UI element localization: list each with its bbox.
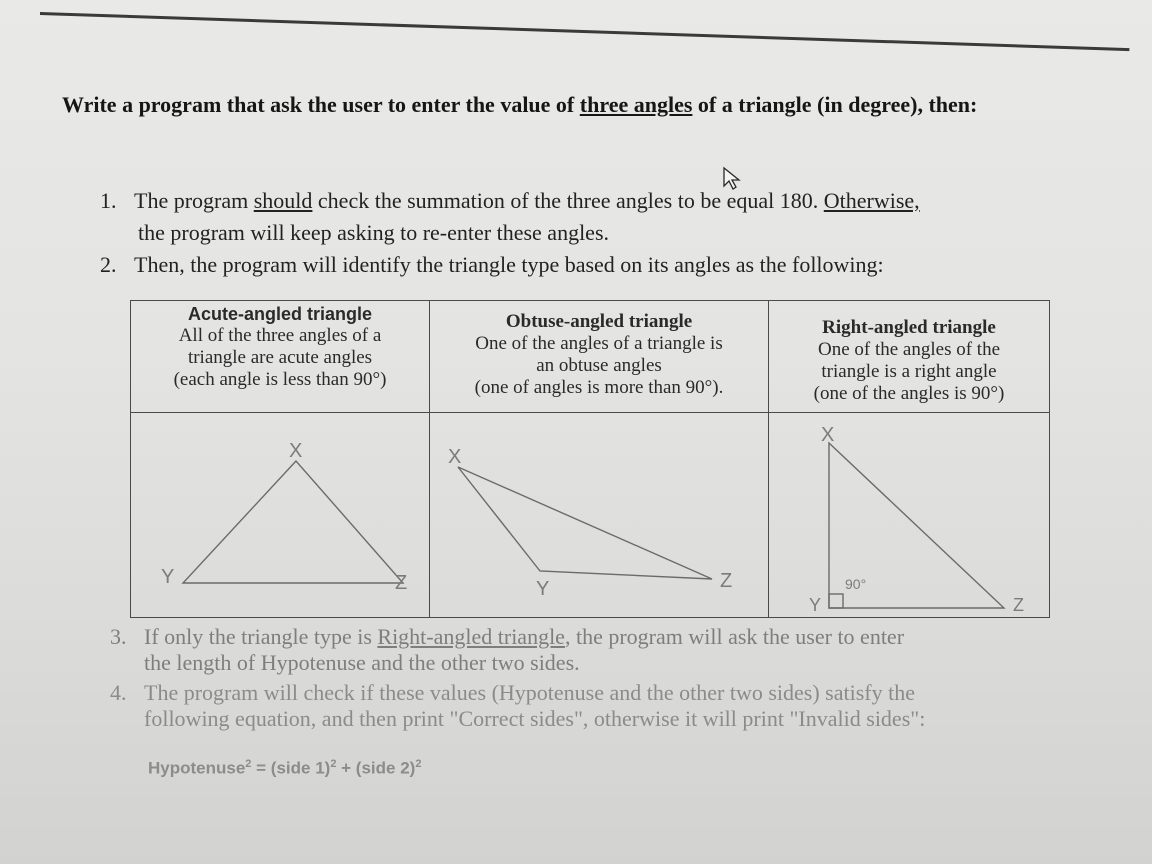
exponent: 2 xyxy=(245,758,252,770)
table-header-row xyxy=(131,301,1050,413)
item-text: The program will check if these values (Hypotenuse and the other two sides) satisfy the xyxy=(144,680,915,705)
acute-figure-cell xyxy=(131,413,430,618)
assignment-heading xyxy=(62,90,1002,120)
item-text: check the summation of the three angles to be equal 180. xyxy=(312,188,824,213)
heading-text: Write a program that ask the user to enter the value of xyxy=(62,92,580,117)
obtuse-header-cell xyxy=(430,301,769,413)
list-item-4 xyxy=(110,680,915,706)
equation-side2: + (side 2) xyxy=(336,758,416,778)
vertex-label-y: Y xyxy=(809,595,822,615)
heading-text-end: of a triangle (in degree), then: xyxy=(692,92,978,117)
right-triangle-diagram xyxy=(769,413,1059,618)
vertex-label-z: Z xyxy=(720,570,733,592)
obtuse-figure-cell xyxy=(430,413,769,618)
top-rule xyxy=(40,12,1130,51)
right-angle-marker xyxy=(829,594,843,608)
acute-triangle-diagram xyxy=(131,413,421,618)
heading-underlined: three angles xyxy=(579,92,693,117)
acute-header-cell xyxy=(131,301,430,413)
acute-line-1: All of the three angles of a xyxy=(178,325,382,346)
list-item-1-line2: the program will keep asking to re-enter these angles. xyxy=(138,220,610,245)
pythagoras-equation xyxy=(148,758,421,779)
item-number: 1. xyxy=(100,188,117,213)
exponent: 2 xyxy=(330,758,337,770)
list-item-3-line2: the length of Hypotenuse and the other two sides. xyxy=(144,650,580,675)
item-underlined: Right-angled triangle xyxy=(377,624,565,649)
vertex-label-x: X xyxy=(448,446,462,468)
acute-line-2: triangle are acute angles xyxy=(187,347,373,368)
acute-title: Acute-angled triangle xyxy=(187,304,373,324)
item-number: 2. xyxy=(100,252,117,277)
list-item-4-line2: following equation, and then print "Correct sides", otherwise it will print "Invalid sides": xyxy=(144,706,926,731)
obtuse-line-2: an obtuse angles xyxy=(536,355,662,376)
equation-side1: = (side 1) xyxy=(251,758,331,778)
vertex-label-z: Z xyxy=(395,572,408,594)
vertex-label-y: Y xyxy=(161,566,175,588)
acute-line-3: (each angle is less than 90°) xyxy=(173,369,387,390)
acute-triangle-shape xyxy=(183,461,403,583)
item-text: , the program will ask the user to enter xyxy=(564,624,905,649)
item-underlined: should xyxy=(253,188,313,213)
obtuse-line-3: (one of angles is more than 90°). xyxy=(474,377,724,398)
triangle-types-table xyxy=(130,300,1050,618)
equation-hypotenuse: Hypotenuse xyxy=(148,758,246,778)
list-item-2 xyxy=(100,252,884,278)
obtuse-line-1: One of the angles of a triangle is xyxy=(475,333,723,354)
right-header-cell xyxy=(769,301,1050,413)
vertex-label-x: X xyxy=(821,424,835,446)
item-text: If only the triangle type is xyxy=(144,624,378,649)
vertex-label-z: Z xyxy=(1013,595,1024,615)
obtuse-triangle-diagram xyxy=(430,413,760,618)
item-underlined: Otherwise, xyxy=(823,188,920,213)
obtuse-title: Obtuse-angled triangle xyxy=(505,311,693,332)
right-figure-cell xyxy=(769,413,1050,618)
item-number: 3. xyxy=(110,624,127,649)
exponent: 2 xyxy=(415,758,422,770)
right-line-3: (one of the angles is 90°) xyxy=(813,383,1005,404)
angle-label-90: 90° xyxy=(845,576,867,592)
vertex-label-y: Y xyxy=(536,578,550,600)
table-figure-row xyxy=(131,413,1050,618)
list-item-1 xyxy=(100,188,920,214)
right-line-2: triangle is a right angle xyxy=(821,361,997,382)
item-text: The program xyxy=(134,188,254,213)
item-text: Then, the program will identify the triangle type based on its angles as the following: xyxy=(134,252,884,277)
vertex-label-x: X xyxy=(289,440,303,462)
right-title: Right-angled triangle xyxy=(822,317,996,338)
item-number: 4. xyxy=(110,680,127,705)
list-item-3 xyxy=(110,624,904,650)
obtuse-triangle-shape xyxy=(458,467,712,579)
right-line-1: One of the angles of the xyxy=(817,339,1001,360)
